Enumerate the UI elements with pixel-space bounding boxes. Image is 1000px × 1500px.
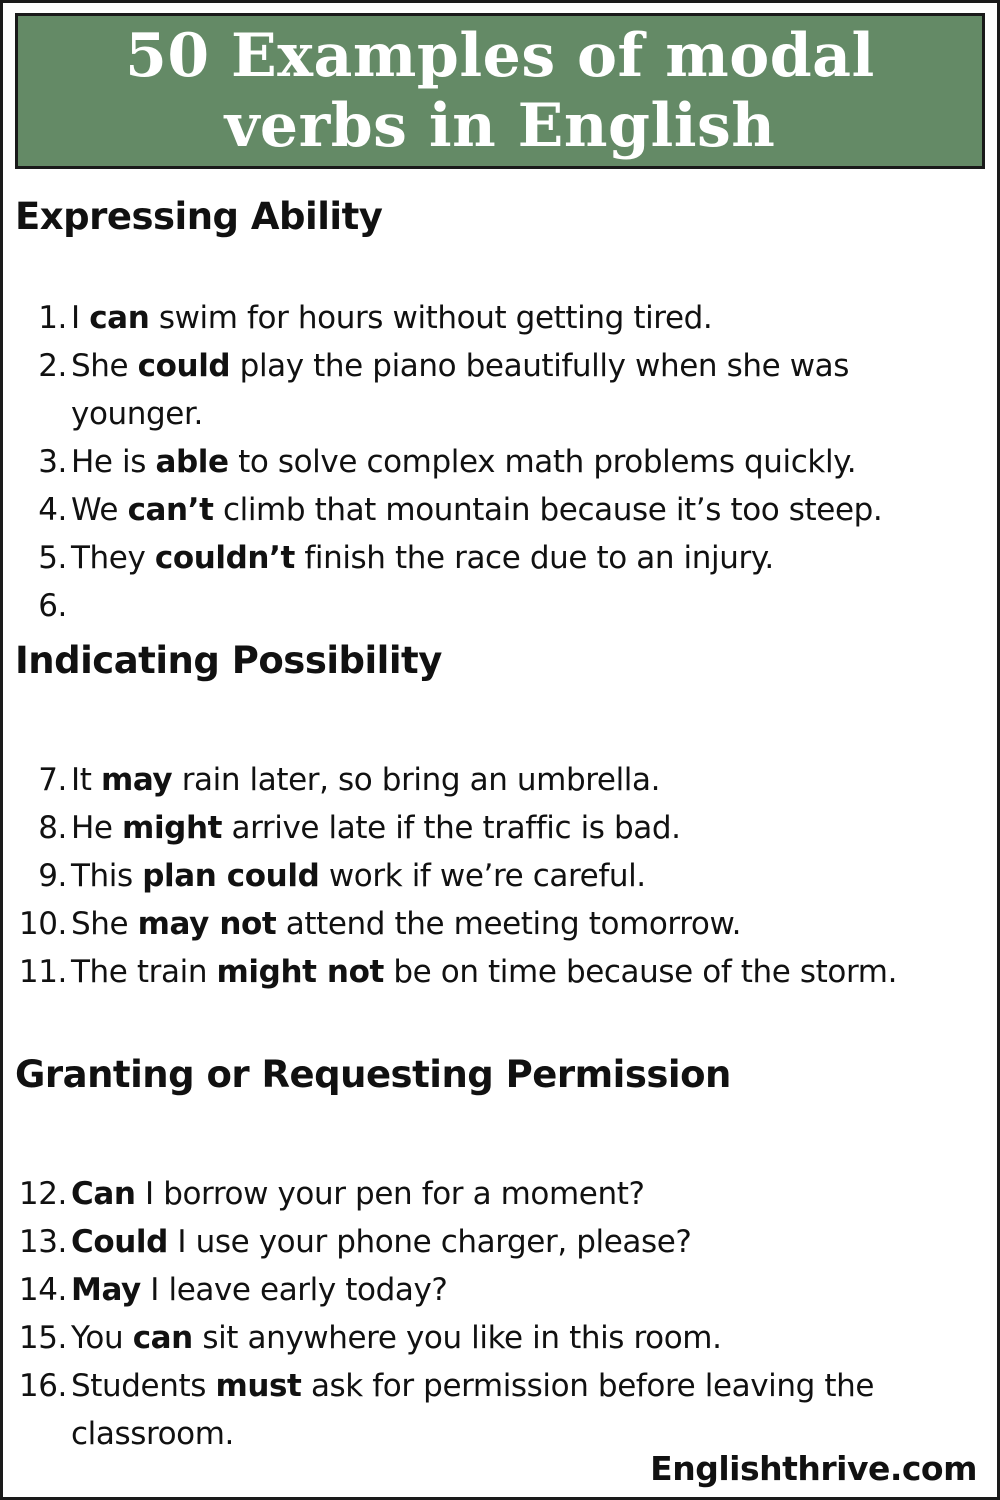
title-banner: [15, 13, 985, 169]
modal-verb: can: [89, 300, 150, 336]
section-heading-ability: Expressing Ability: [15, 195, 383, 238]
item-sentence: [71, 756, 951, 804]
item-sentence: [71, 534, 951, 582]
item-number: 10.: [18, 906, 67, 942]
sentence-fragment: sit anywhere you like in this room.: [192, 1320, 722, 1356]
section-heading-possibility: Indicating Possibility: [15, 639, 442, 682]
item-sentence: [71, 486, 951, 534]
sentence-fragment: This: [71, 858, 143, 894]
sentence-fragment: You: [71, 1320, 133, 1356]
sentence-fragment: I leave early today?: [140, 1272, 448, 1308]
modal-verb: plan could: [142, 858, 320, 894]
sentence-fragment: I borrow your pen for a moment?: [135, 1176, 645, 1212]
item-sentence: [71, 438, 951, 486]
modal-verb: able: [155, 444, 229, 480]
sentence-fragment: climb that mountain because it’s too steep.: [213, 492, 883, 528]
modal-verb: May: [71, 1272, 141, 1308]
list-item: [3, 1314, 1000, 1362]
sentence-fragment: I use your phone charger, please?: [167, 1224, 692, 1260]
modal-verb: may not: [137, 906, 277, 942]
modal-verb: can’t: [127, 492, 214, 528]
list-item: [3, 486, 1000, 534]
modal-verb: couldn’t: [154, 540, 295, 576]
list-item: [3, 1266, 1000, 1314]
item-number: 14.: [18, 1272, 67, 1308]
list-item: [3, 756, 1000, 804]
sentence-fragment: play the piano beautifully when she was younger.: [71, 348, 849, 432]
sentence-fragment: finish the race due to an injury.: [294, 540, 774, 576]
item-number: 3.: [38, 444, 67, 480]
item-number: 9.: [38, 858, 67, 894]
item-sentence: [71, 294, 951, 342]
modal-verb: could: [137, 348, 231, 384]
sentence-fragment: She: [71, 906, 138, 942]
sentence-fragment: They: [71, 540, 155, 576]
item-number: 4.: [38, 492, 67, 528]
item-sentence: [71, 900, 951, 948]
sentence-fragment: rain later, so bring an umbrella.: [172, 762, 661, 798]
item-number: 1.: [38, 300, 67, 336]
item-number: 11.: [18, 954, 67, 990]
item-number: 16.: [18, 1368, 67, 1404]
list-item: [3, 342, 1000, 438]
modal-verb: must: [215, 1368, 302, 1404]
example-list-ability: [3, 294, 1000, 630]
sentence-fragment: be on time because of the storm.: [383, 954, 898, 990]
sentence-fragment: work if we’re careful.: [319, 858, 646, 894]
item-number: 13.: [18, 1224, 67, 1260]
item-sentence: [71, 948, 951, 996]
item-sentence: [71, 342, 951, 438]
section-heading-permission: Granting or Requesting Permission: [15, 1053, 731, 1096]
sentence-fragment: We: [71, 492, 128, 528]
sentence-fragment: ask for permission before leaving the classroom.: [71, 1368, 875, 1452]
list-item: [3, 1218, 1000, 1266]
modal-verb: Could: [71, 1224, 168, 1260]
sentence-fragment: to solve complex math problems quickly.: [228, 444, 857, 480]
sentence-fragment: attend the meeting tomorrow.: [276, 906, 742, 942]
item-sentence: [71, 1266, 951, 1314]
modal-verb: might: [122, 810, 223, 846]
item-number: 12.: [18, 1176, 67, 1212]
item-number: 8.: [38, 810, 67, 846]
item-number: 7.: [38, 762, 67, 798]
page-title: 50 Examples of modal verbs in English: [125, 21, 875, 161]
sentence-fragment: He: [71, 810, 123, 846]
modal-verb: may: [100, 762, 173, 798]
list-item: [3, 1362, 1000, 1458]
item-number: 5.: [38, 540, 67, 576]
list-item: [3, 534, 1000, 582]
sentence-fragment: He is: [71, 444, 156, 480]
list-item: [3, 852, 1000, 900]
list-item: [3, 294, 1000, 342]
sentence-fragment: It: [71, 762, 101, 798]
sentence-fragment: Students: [71, 1368, 216, 1404]
list-item: [3, 582, 1000, 630]
item-sentence: [71, 1314, 951, 1362]
list-item: [3, 900, 1000, 948]
sentence-fragment: The train: [71, 954, 217, 990]
item-sentence: [71, 1362, 951, 1458]
list-item: [3, 804, 1000, 852]
item-sentence: [71, 804, 951, 852]
item-sentence: [71, 852, 951, 900]
item-sentence: [71, 1170, 951, 1218]
sentence-fragment: She: [71, 348, 138, 384]
modal-verb: might not: [216, 954, 384, 990]
item-number: 6.: [38, 588, 67, 624]
modal-verb: Can: [71, 1176, 136, 1212]
example-list-permission: [3, 1170, 1000, 1458]
item-number: 2.: [38, 348, 67, 384]
sentence-fragment: I: [71, 300, 90, 336]
list-item: [3, 1170, 1000, 1218]
sentence-fragment: arrive late if the traffic is bad.: [222, 810, 681, 846]
modal-verb: can: [132, 1320, 193, 1356]
item-sentence: [71, 1218, 951, 1266]
list-item: [3, 948, 1000, 996]
footer-brand: Englishthrive.com: [650, 1449, 977, 1488]
list-item: [3, 438, 1000, 486]
sentence-fragment: swim for hours without getting tired.: [149, 300, 713, 336]
example-list-possibility: [3, 756, 1000, 996]
item-number: 15.: [18, 1320, 67, 1356]
